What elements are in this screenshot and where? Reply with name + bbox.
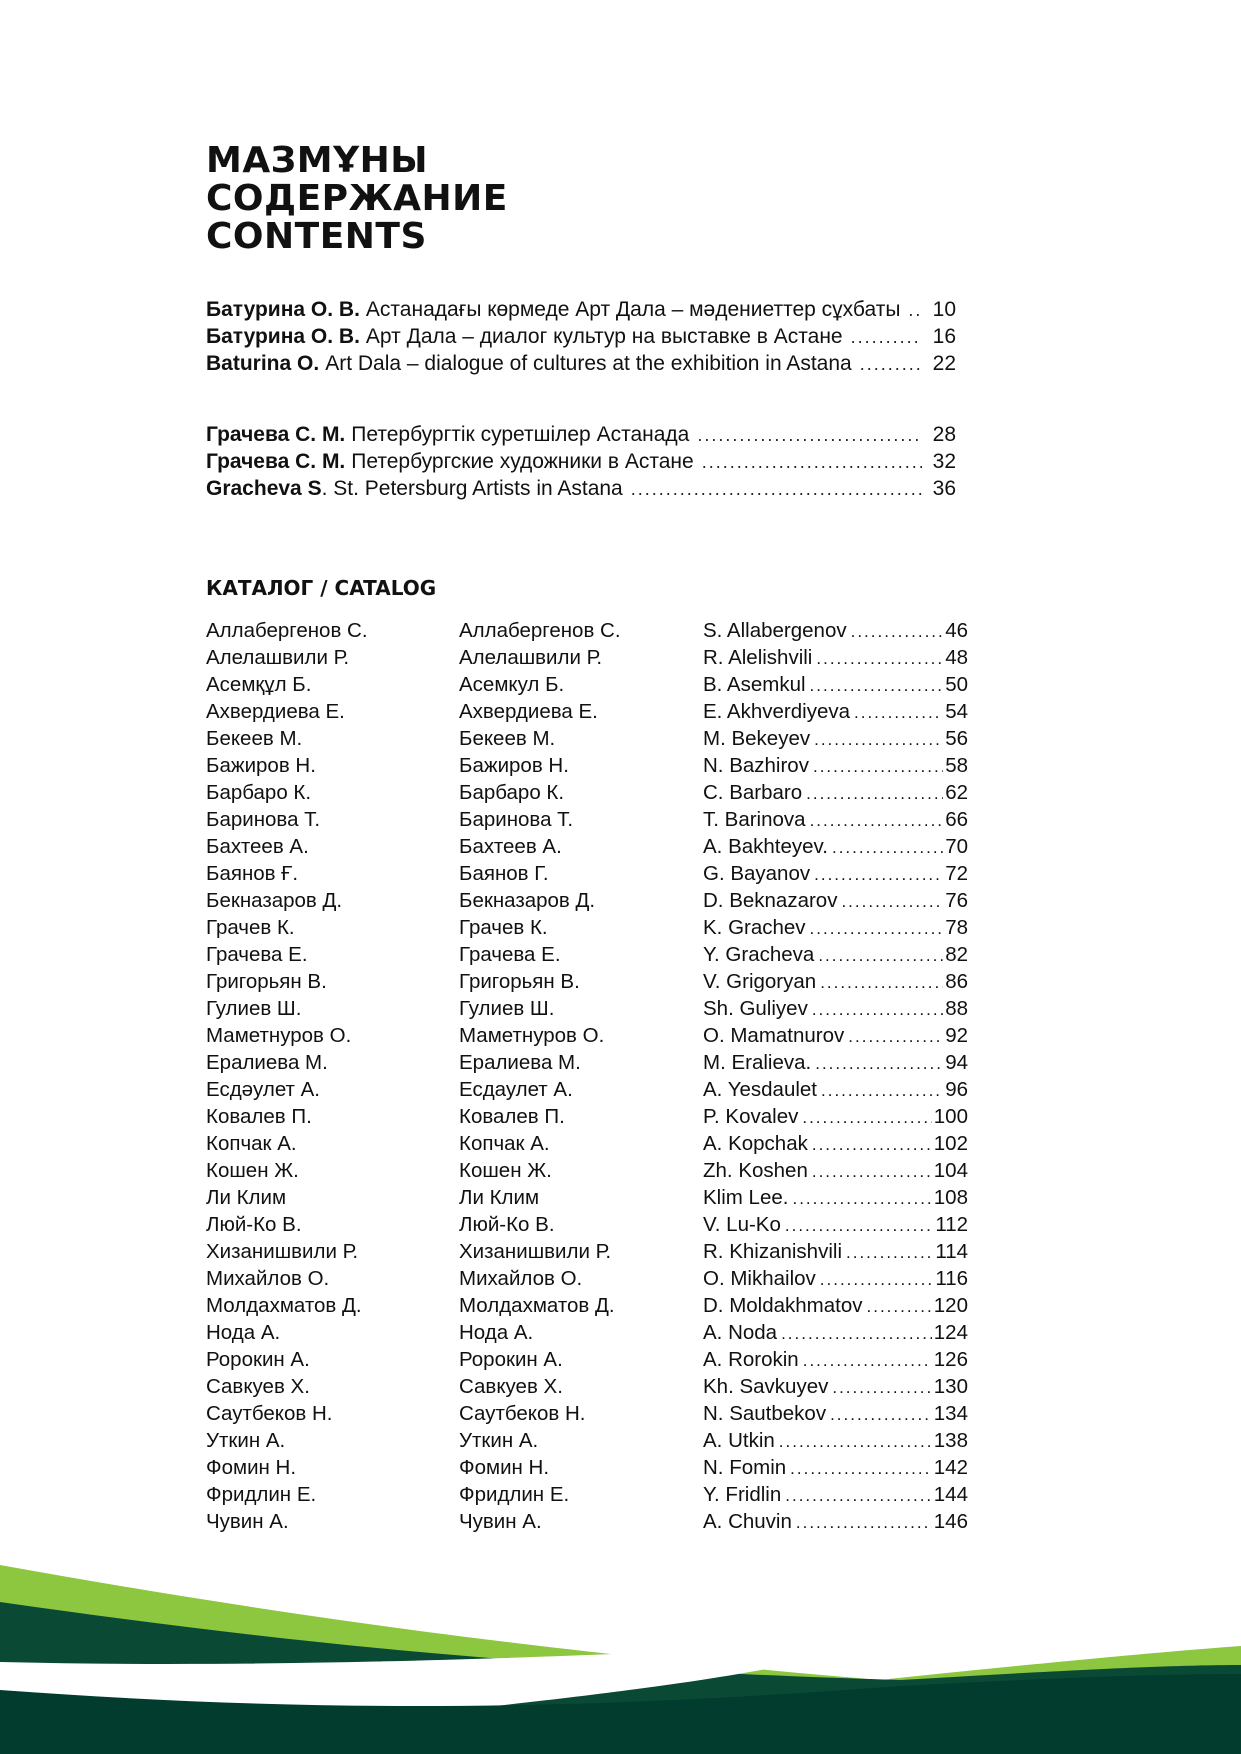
dot-leader bbox=[832, 1374, 931, 1401]
catalog-page-number: 94 bbox=[945, 1051, 968, 1074]
catalog-artist-name: Нода А. bbox=[206, 1321, 281, 1344]
catalog-page-number: 92 bbox=[945, 1024, 968, 1047]
catalog-entry bbox=[703, 1022, 968, 1049]
catalog-artist-name: Кошен Ж. bbox=[459, 1159, 552, 1182]
catalog-artist-name: Люй-Ко В. bbox=[206, 1213, 302, 1236]
catalog-artist-name: Бекеев М. bbox=[459, 727, 556, 750]
catalog-artist-name: Kh. Savkuyev bbox=[703, 1375, 829, 1398]
catalog-artist-name: O. Mamatnurov bbox=[703, 1024, 845, 1047]
catalog-artist-name: E. Akhverdiyeva bbox=[703, 700, 850, 723]
catalog-artist-name: N. Bazhirov bbox=[703, 754, 809, 777]
toc-title: Петербургские художники в Астане bbox=[351, 450, 694, 473]
catalog-page-number: 78 bbox=[945, 916, 968, 939]
catalog-entry bbox=[703, 995, 968, 1022]
catalog-page-number: 124 bbox=[933, 1321, 968, 1344]
toc-title: Астанадағы көрмеде Арт Дала – мәдениеттер сұхбаты bbox=[365, 298, 901, 321]
dot-leader bbox=[815, 1050, 943, 1077]
catalog-artist-name: R. Alelishvili bbox=[703, 646, 813, 669]
dot-leader bbox=[785, 1212, 933, 1239]
catalog-artist-name: Баринова Т. bbox=[459, 808, 574, 831]
catalog-artist-name: R. Khizanishvili bbox=[703, 1240, 842, 1263]
toc-page-number: 10 bbox=[932, 298, 956, 321]
dot-leader bbox=[854, 699, 943, 726]
catalog-page-number: 114 bbox=[935, 1240, 968, 1263]
toc-title: Арт Дала – диалог культур на выставке в Астане bbox=[365, 325, 843, 348]
dot-leader bbox=[820, 969, 943, 996]
dot-leader bbox=[810, 807, 944, 834]
catalog-page-number: 102 bbox=[933, 1132, 968, 1155]
catalog-artist-name: Аллабергенов С. bbox=[459, 619, 621, 642]
catalog-column-kazakh bbox=[206, 617, 446, 1535]
catalog-page-number: 86 bbox=[945, 970, 968, 993]
dot-leader bbox=[860, 351, 922, 378]
catalog-artist-name: Бекназаров Д. bbox=[206, 889, 343, 912]
dot-leader bbox=[848, 1023, 943, 1050]
toc-page-number: 22 bbox=[932, 352, 956, 375]
catalog-page-number: 82 bbox=[945, 943, 968, 966]
catalog-entry bbox=[703, 1049, 968, 1076]
dot-leader bbox=[702, 449, 922, 476]
catalog-artist-name: Ковалев П. bbox=[206, 1105, 312, 1128]
catalog-artist-name: Хизанишвили Р. bbox=[206, 1240, 359, 1263]
dot-leader bbox=[785, 1482, 932, 1509]
catalog-artist-name: Ли Клим bbox=[206, 1186, 287, 1209]
catalog-artist-name: Баянов Г. bbox=[459, 862, 549, 885]
catalog-entry bbox=[703, 1346, 968, 1373]
toc-page-number: 16 bbox=[932, 325, 956, 348]
dot-leader bbox=[803, 1347, 932, 1374]
dot-leader bbox=[631, 476, 922, 503]
catalog-artist-name: Асемқұл Б. bbox=[206, 673, 312, 696]
catalog-artist-name: Ералиева М. bbox=[459, 1051, 581, 1074]
catalog-entry bbox=[703, 914, 968, 941]
dot-leader bbox=[851, 618, 944, 645]
catalog-artist-name: A. Kopchak bbox=[703, 1132, 808, 1155]
catalog-entry bbox=[703, 1373, 968, 1400]
catalog-artist-name: Савкуев Х. bbox=[206, 1375, 310, 1398]
catalog-artist-name: Ахвердиева Е. bbox=[206, 700, 345, 723]
catalog-heading: КАТАЛОГ / CATALOG bbox=[206, 576, 437, 600]
catalog-artist-name: Фомин Н. bbox=[459, 1456, 550, 1479]
dot-leader bbox=[841, 888, 943, 915]
dot-leader bbox=[812, 1131, 932, 1158]
catalog-artist-name: Маметнуров О. bbox=[459, 1024, 605, 1047]
dot-leader bbox=[697, 422, 922, 449]
catalog-artist-name: P. Kovalev bbox=[703, 1105, 799, 1128]
catalog-artist-name: Алелашвили Р. bbox=[459, 646, 603, 669]
catalog-artist-name: Фомин Н. bbox=[206, 1456, 297, 1479]
catalog-artist-name: N. Sautbekov bbox=[703, 1402, 827, 1425]
catalog-entry bbox=[703, 1319, 968, 1346]
catalog-entry bbox=[703, 752, 968, 779]
catalog-entry bbox=[703, 887, 968, 914]
catalog-artist-name: Бахтеев А. bbox=[459, 835, 562, 858]
catalog-entry bbox=[703, 671, 968, 698]
catalog-page-number: 104 bbox=[933, 1159, 968, 1182]
dot-leader bbox=[802, 1104, 931, 1131]
catalog-page-number: 70 bbox=[945, 835, 968, 858]
toc-entry bbox=[206, 350, 956, 377]
catalog-artist-name: S. Allabergenov bbox=[703, 619, 847, 642]
catalog-artist-name: Грачев К. bbox=[206, 916, 295, 939]
dot-leader bbox=[821, 1077, 943, 1104]
toc-group-gracheva bbox=[206, 421, 956, 502]
catalog-artist-name: Фридлин Е. bbox=[459, 1483, 570, 1506]
catalog-entry bbox=[703, 1265, 968, 1292]
catalog-page-number: 130 bbox=[933, 1375, 968, 1398]
toc-author: Батурина О. В. bbox=[206, 298, 360, 321]
catalog-artist-name: Есдаулет А. bbox=[459, 1078, 573, 1101]
catalog-entry bbox=[703, 833, 968, 860]
catalog-entry bbox=[703, 968, 968, 995]
catalog-entry bbox=[703, 617, 968, 644]
toc-author: Грачева С. М. bbox=[206, 423, 346, 446]
catalog-page-number: 50 bbox=[945, 673, 968, 696]
catalog-artist-name: N. Fomin bbox=[703, 1456, 787, 1479]
catalog-page-number: 54 bbox=[945, 700, 968, 723]
toc-author: Baturina O. bbox=[206, 352, 320, 375]
dot-leader bbox=[908, 297, 922, 324]
catalog-artist-name: Чувин А. bbox=[459, 1510, 542, 1533]
catalog-entry bbox=[703, 1427, 968, 1454]
toc-author: Батурина О. В. bbox=[206, 325, 360, 348]
catalog-artist-name: A. Bakhteyev. bbox=[703, 835, 828, 858]
toc-title: . St. Petersburg Artists in Astana bbox=[321, 477, 623, 500]
catalog-page-number: 66 bbox=[945, 808, 968, 831]
catalog-artist-name: Y. Fridlin bbox=[703, 1483, 782, 1506]
decorative-wave-footer bbox=[0, 1540, 1241, 1754]
catalog-artist-name: Гулиев Ш. bbox=[206, 997, 302, 1020]
catalog-entry bbox=[703, 644, 968, 671]
catalog-artist-name: Ророкин А. bbox=[206, 1348, 310, 1371]
toc-page-number: 28 bbox=[932, 423, 956, 446]
dot-leader bbox=[832, 834, 943, 861]
catalog-artist-name: V. Lu-Ko bbox=[703, 1213, 781, 1236]
catalog-page-number: 126 bbox=[933, 1348, 968, 1371]
catalog-page-number: 112 bbox=[935, 1213, 968, 1236]
toc-page-number: 36 bbox=[932, 477, 956, 500]
title-russian: СОДЕРЖАНИЕ bbox=[206, 178, 508, 219]
catalog-artist-name: Барбаро К. bbox=[206, 781, 312, 804]
dot-leader bbox=[830, 1401, 932, 1428]
catalog-entry bbox=[703, 1130, 968, 1157]
catalog-entry bbox=[703, 725, 968, 752]
catalog-entry bbox=[703, 860, 968, 887]
catalog-page-number: 62 bbox=[945, 781, 968, 804]
catalog-artist-name: Бажиров Н. bbox=[206, 754, 316, 777]
catalog-artist-name: Асемкул Б. bbox=[459, 673, 565, 696]
toc-entry bbox=[206, 323, 956, 350]
dot-leader bbox=[806, 780, 943, 807]
catalog-artist-name: Уткин А. bbox=[206, 1429, 286, 1452]
dot-leader bbox=[867, 1293, 932, 1320]
toc-entry bbox=[206, 421, 956, 448]
catalog-entry bbox=[703, 1211, 968, 1238]
toc-title: Петербургтік суретшілер Астанада bbox=[351, 423, 690, 446]
catalog-entry bbox=[703, 1508, 968, 1535]
dot-leader bbox=[818, 942, 943, 969]
catalog-artist-name: A. Chuvin bbox=[703, 1510, 792, 1533]
dot-leader bbox=[820, 1266, 934, 1293]
catalog-artist-name: Алелашвили Р. bbox=[206, 646, 350, 669]
dot-leader bbox=[781, 1320, 932, 1347]
catalog-entry bbox=[703, 698, 968, 725]
toc-title: Art Dala – dialogue of cultures at the exhibition in Astana bbox=[325, 352, 852, 375]
dot-leader bbox=[792, 1185, 931, 1212]
catalog-artist-name: Ли Клим bbox=[459, 1186, 540, 1209]
catalog-artist-name: Нода А. bbox=[459, 1321, 534, 1344]
dot-leader bbox=[814, 726, 943, 753]
catalog-artist-name: Ералиева М. bbox=[206, 1051, 328, 1074]
dot-leader bbox=[812, 1158, 932, 1185]
catalog-artist-name: Бекназаров Д. bbox=[459, 889, 596, 912]
catalog-page-number: 48 bbox=[945, 646, 968, 669]
catalog-entry bbox=[703, 779, 968, 806]
catalog-entry bbox=[703, 941, 968, 968]
catalog-artist-name: Y. Gracheva bbox=[703, 943, 815, 966]
catalog-entry bbox=[703, 1103, 968, 1130]
catalog-artist-name: G. Bayanov bbox=[703, 862, 811, 885]
catalog-page-number: 58 bbox=[945, 754, 968, 777]
catalog-artist-name: A. Rorokin bbox=[703, 1348, 799, 1371]
catalog-artist-name: Савкуев Х. bbox=[459, 1375, 563, 1398]
catalog-artist-name: Ахвердиева Е. bbox=[459, 700, 598, 723]
catalog-entry bbox=[703, 1454, 968, 1481]
catalog-artist-name: Саутбеков Н. bbox=[206, 1402, 333, 1425]
catalog-page-number: 72 bbox=[945, 862, 968, 885]
toc-entry bbox=[206, 448, 956, 475]
catalog-artist-name: K. Grachev bbox=[703, 916, 806, 939]
catalog-entry bbox=[703, 1400, 968, 1427]
catalog-artist-name: T. Barinova bbox=[703, 808, 806, 831]
catalog-artist-name: Михайлов О. bbox=[459, 1267, 583, 1290]
catalog-artist-name: Барбаро К. bbox=[459, 781, 565, 804]
catalog-page-number: 120 bbox=[933, 1294, 968, 1317]
catalog-artist-name: Есдәулет А. bbox=[206, 1078, 320, 1101]
catalog-artist-name: Грачев К. bbox=[459, 916, 548, 939]
catalog-artist-name: Маметнуров О. bbox=[206, 1024, 352, 1047]
dot-leader bbox=[814, 861, 943, 888]
catalog-artist-name: M. Bekeyev bbox=[703, 727, 811, 750]
catalog-page-number: 96 bbox=[945, 1078, 968, 1101]
catalog-column-english bbox=[703, 617, 968, 1535]
dot-leader bbox=[810, 915, 944, 942]
catalog-entry bbox=[703, 806, 968, 833]
catalog-artist-name: A. Noda bbox=[703, 1321, 778, 1344]
catalog-artist-name: D. Beknazarov bbox=[703, 889, 838, 912]
catalog-page-number: 116 bbox=[935, 1267, 968, 1290]
toc-group-baturina bbox=[206, 296, 956, 377]
catalog-artist-name: V. Grigoryan bbox=[703, 970, 817, 993]
dot-leader bbox=[810, 672, 944, 699]
catalog-entry bbox=[703, 1184, 968, 1211]
catalog-page-number: 142 bbox=[933, 1456, 968, 1479]
title-kazakh: МАЗМҰНЫ bbox=[206, 140, 429, 181]
catalog-page-number: 46 bbox=[945, 619, 968, 642]
catalog-column-russian bbox=[459, 617, 699, 1535]
catalog-page-number: 76 bbox=[945, 889, 968, 912]
dot-leader bbox=[813, 753, 943, 780]
dot-leader bbox=[790, 1455, 932, 1482]
catalog-entry bbox=[703, 1481, 968, 1508]
toc-author: Gracheva S bbox=[206, 477, 322, 500]
catalog-entry bbox=[703, 1238, 968, 1265]
catalog-entry bbox=[703, 1292, 968, 1319]
dot-leader bbox=[796, 1509, 932, 1536]
toc-author: Грачева С. М. bbox=[206, 450, 346, 473]
catalog-entry bbox=[703, 1076, 968, 1103]
dot-leader bbox=[846, 1239, 933, 1266]
catalog-artist-name: A. Utkin bbox=[703, 1429, 775, 1452]
title-english: CONTENTS bbox=[206, 216, 427, 257]
dot-leader bbox=[779, 1428, 932, 1455]
catalog-artist-name: M. Eralieva. bbox=[703, 1051, 812, 1074]
catalog-page-number: 138 bbox=[933, 1429, 968, 1452]
catalog-artist-name: B. Asemkul bbox=[703, 673, 806, 696]
catalog-artist-name: Klim Lee. bbox=[703, 1186, 789, 1209]
catalog-entry bbox=[703, 1157, 968, 1184]
catalog-artist-name: Zh. Koshen bbox=[703, 1159, 808, 1182]
catalog-artist-name: Баринова Т. bbox=[206, 808, 321, 831]
catalog-page-number: 144 bbox=[933, 1483, 968, 1506]
toc-entry bbox=[206, 475, 956, 502]
catalog-artist-name: Люй-Ко В. bbox=[459, 1213, 555, 1236]
page-title bbox=[206, 142, 508, 256]
catalog-artist-name: Бекеев М. bbox=[206, 727, 303, 750]
catalog-page-number: 100 bbox=[933, 1105, 968, 1128]
catalog-artist-name: Кошен Ж. bbox=[206, 1159, 299, 1182]
catalog-artist-name: Ророкин А. bbox=[459, 1348, 563, 1371]
catalog-artist-name: Грачева Е. bbox=[206, 943, 308, 966]
catalog-artist-name: D. Moldakhmatov bbox=[703, 1294, 863, 1317]
catalog-artist-name: Молдахматов Д. bbox=[459, 1294, 615, 1317]
catalog-artist-name: Копчак А. bbox=[459, 1132, 550, 1155]
dot-leader bbox=[816, 645, 943, 672]
catalog-artist-name: Ковалев П. bbox=[459, 1105, 565, 1128]
catalog-artist-name: Гулиев Ш. bbox=[459, 997, 555, 1020]
catalog-artist-name: Хизанишвили Р. bbox=[459, 1240, 612, 1263]
catalog-artist-name: A. Yesdaulet bbox=[703, 1078, 817, 1101]
catalog-artist-name: Григорьян В. bbox=[206, 970, 327, 993]
catalog-artist-name: Григорьян В. bbox=[459, 970, 580, 993]
catalog-artist-name: Баянов Ғ. bbox=[206, 862, 299, 885]
catalog-page-number: 88 bbox=[945, 997, 968, 1020]
catalog-artist-name: Бажиров Н. bbox=[459, 754, 569, 777]
catalog-artist-name: Саутбеков Н. bbox=[459, 1402, 586, 1425]
catalog-artist-name: Бахтеев А. bbox=[206, 835, 309, 858]
toc-entry bbox=[206, 296, 956, 323]
catalog-artist-name: Михайлов О. bbox=[206, 1267, 330, 1290]
catalog-page-number: 56 bbox=[945, 727, 968, 750]
catalog-artist-name: Грачева Е. bbox=[459, 943, 561, 966]
catalog-page-number: 134 bbox=[933, 1402, 968, 1425]
dot-leader bbox=[812, 996, 943, 1023]
catalog-artist-name: Фридлин Е. bbox=[206, 1483, 317, 1506]
catalog-artist-name: C. Barbaro bbox=[703, 781, 803, 804]
catalog-page-number: 108 bbox=[933, 1186, 968, 1209]
catalog-artist-name: O. Mikhailov bbox=[703, 1267, 816, 1290]
catalog-artist-name: Аллабергенов С. bbox=[206, 619, 368, 642]
toc-page-number: 32 bbox=[932, 450, 956, 473]
catalog-artist-name: Чувин А. bbox=[206, 1510, 289, 1533]
dot-leader bbox=[851, 324, 922, 351]
catalog-artist-name: Уткин А. bbox=[459, 1429, 539, 1452]
catalog-page-number: 146 bbox=[933, 1510, 968, 1533]
catalog-artist-name: Копчак А. bbox=[206, 1132, 297, 1155]
catalog-artist-name: Молдахматов Д. bbox=[206, 1294, 362, 1317]
catalog-artist-name: Sh. Guliyev bbox=[703, 997, 808, 1020]
